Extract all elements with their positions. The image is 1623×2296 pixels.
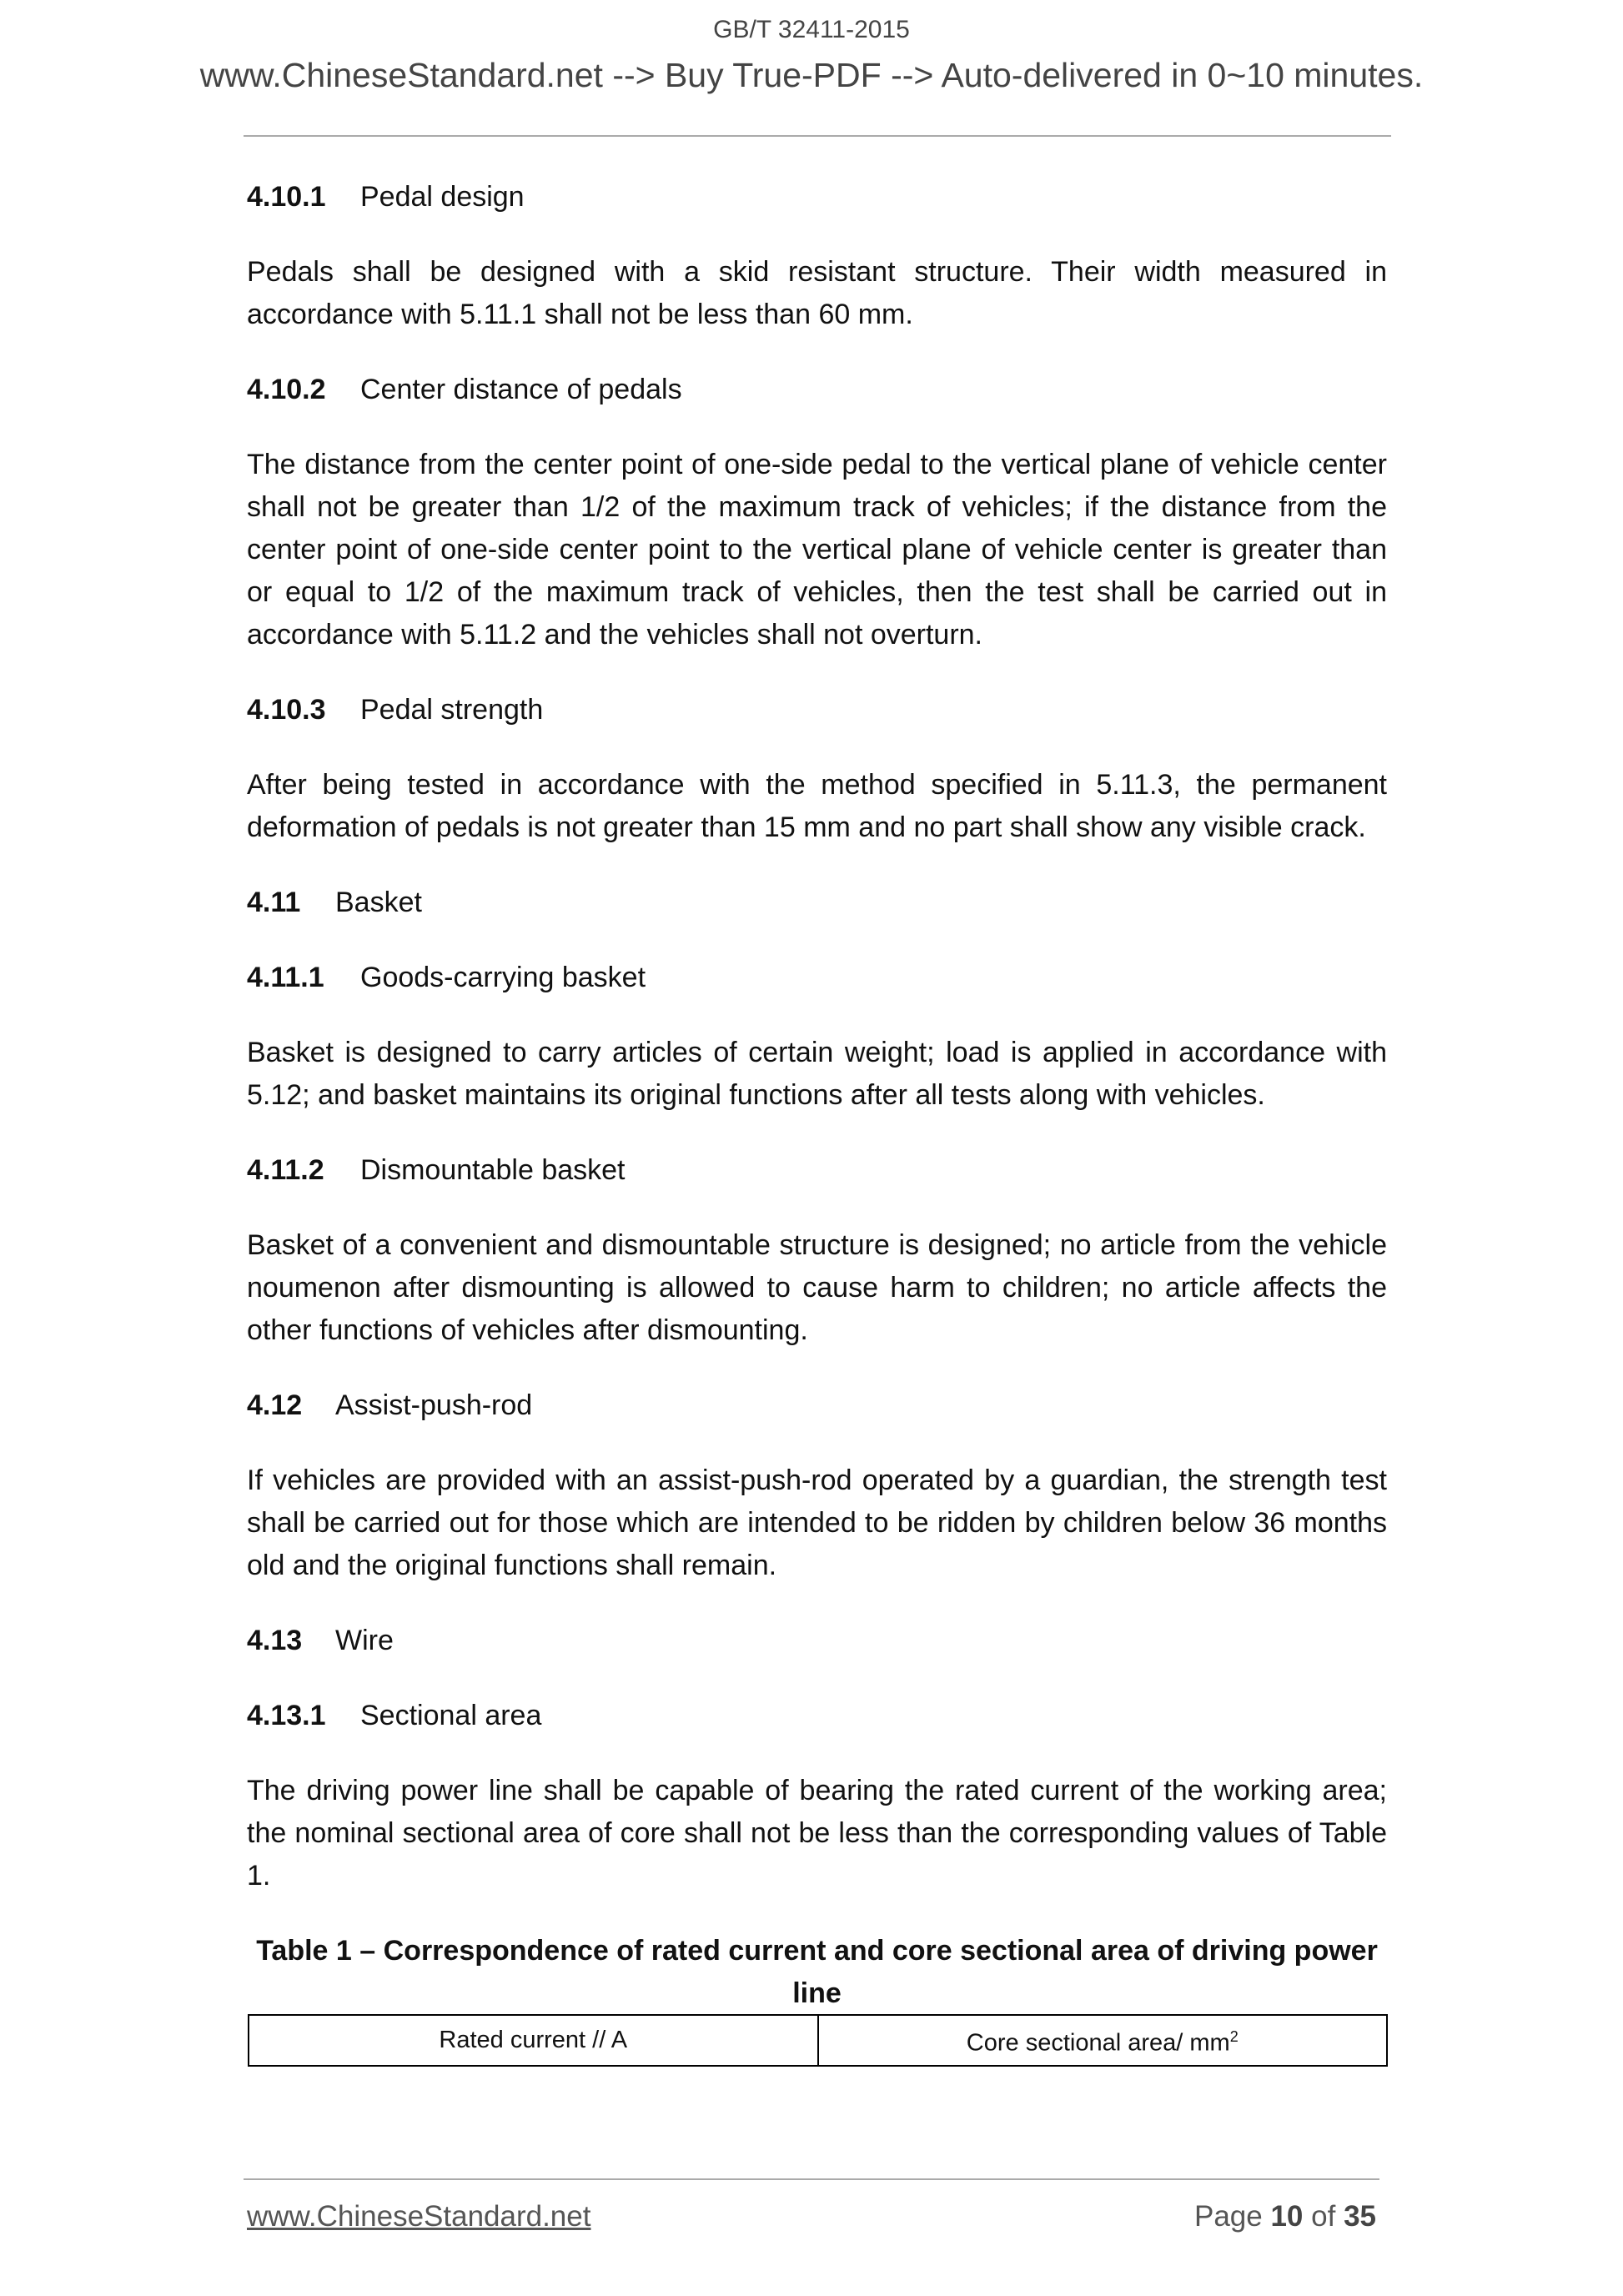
header-banner: www.ChineseStandard.net --> Buy True-PDF --> Auto-delivered in 0~10 minutes.	[199, 56, 1424, 94]
heading-number: 4.10.1	[247, 181, 326, 213]
heading-title: Goods-carrying basket	[360, 962, 646, 993]
header-text: Rated current // A	[439, 2026, 628, 2053]
heading-4-11-2	[247, 1149, 1387, 1192]
heading-4-13	[247, 1620, 1387, 1662]
heading-title: Wire	[335, 1625, 394, 1656]
page-label: Page	[1193, 2200, 1263, 2233]
footer-link[interactable]: www.ChineseStandard.net	[247, 2200, 591, 2233]
header-rule	[244, 135, 1391, 137]
heading-4-11	[247, 882, 1387, 924]
heading-number: 4.11.1	[247, 962, 324, 993]
heading-4-12	[247, 1384, 1387, 1427]
total-pages: 35	[1344, 2200, 1376, 2233]
heading-number: 4.11	[247, 887, 301, 918]
heading-title: Dismountable basket	[360, 1154, 626, 1186]
table-1	[248, 2014, 1388, 2067]
heading-title: Assist-push-rod	[335, 1389, 533, 1421]
paragraph: Basket of a convenient and dismountable structure is designed; no article from the vehicle noumenon after dismounting is allowed to cause harm to children; no article affects the other functions of vehicles after dismounting.	[247, 1229, 1387, 1346]
footer-rule	[244, 2178, 1379, 2180]
heading-number: 4.11.2	[247, 1154, 324, 1186]
paragraph: If vehicles are provided with an assist-push-rod operated by a guardian, the strength test shall be carried out for those which are intended to be ridden by children below 36 months old and the original functions shall remain.	[247, 1465, 1387, 1581]
heading-title: Sectional area	[360, 1700, 542, 1731]
heading-title: Center distance of pedals	[360, 374, 682, 405]
document-body	[247, 176, 1387, 2067]
superscript: 2	[1229, 2028, 1239, 2045]
table-header-cell	[818, 2015, 1388, 2066]
heading-number: 4.10.2	[247, 374, 326, 405]
heading-number: 4.10.3	[247, 694, 326, 726]
heading-4-10-2	[247, 369, 1387, 411]
heading-4-10-1	[247, 176, 1387, 219]
header-text: Core sectional area/ mm	[966, 2029, 1230, 2057]
table-header-row	[249, 2015, 1387, 2066]
heading-4-13-1	[247, 1695, 1387, 1737]
heading-4-10-3	[247, 689, 1387, 731]
paragraph: Basket is designed to carry articles of certain weight; load is applied in accordance with 5.12; and basket maintains its original functions after all tests along with vehicles.	[247, 1037, 1387, 1111]
table-caption: Table 1 – Correspondence of rated current and core sectional area of driving power line	[256, 1935, 1378, 2009]
table-header-cell	[249, 2015, 818, 2066]
heading-number: 4.13.1	[247, 1700, 326, 1731]
paragraph: The driving power line shall be capable of bearing the rated current of the working area; the nominal sectional area of core shall not be less than the corresponding values of Table 1.	[247, 1775, 1387, 1892]
paragraph: Pedals shall be designed with a skid resistant structure. Their width measured in accordance with 5.11.1 shall not be less than 60 mm.	[247, 256, 1387, 330]
heading-number: 4.12	[247, 1389, 303, 1421]
heading-number: 4.13	[247, 1625, 303, 1656]
current-page: 10	[1270, 2200, 1304, 2233]
of-label: of	[1311, 2200, 1336, 2233]
page-number	[1194, 2200, 1376, 2233]
heading-title: Pedal design	[360, 181, 525, 213]
heading-4-11-1	[247, 957, 1387, 999]
paragraph: After being tested in accordance with the method specified in 5.11.3, the permanent deformation of pedals is not greater than 15 mm and no part shall show any visible crack.	[247, 769, 1387, 843]
heading-title: Basket	[335, 887, 422, 918]
paragraph: The distance from the center point of one-side pedal to the vertical plane of vehicle center shall not be greater than 1/2 of the maximum track of vehicles; if the distance from the center point of one-side center point to the vertical plane of vehicle center is greater than or equal to 1/2 of the maximum track of vehicles, then the test shall be carried out in accordance with 5.11.2 and the vehicles shall not overturn.	[247, 449, 1387, 651]
heading-title: Pedal strength	[360, 694, 544, 726]
standard-code: GB/T 32411-2015	[713, 16, 910, 43]
